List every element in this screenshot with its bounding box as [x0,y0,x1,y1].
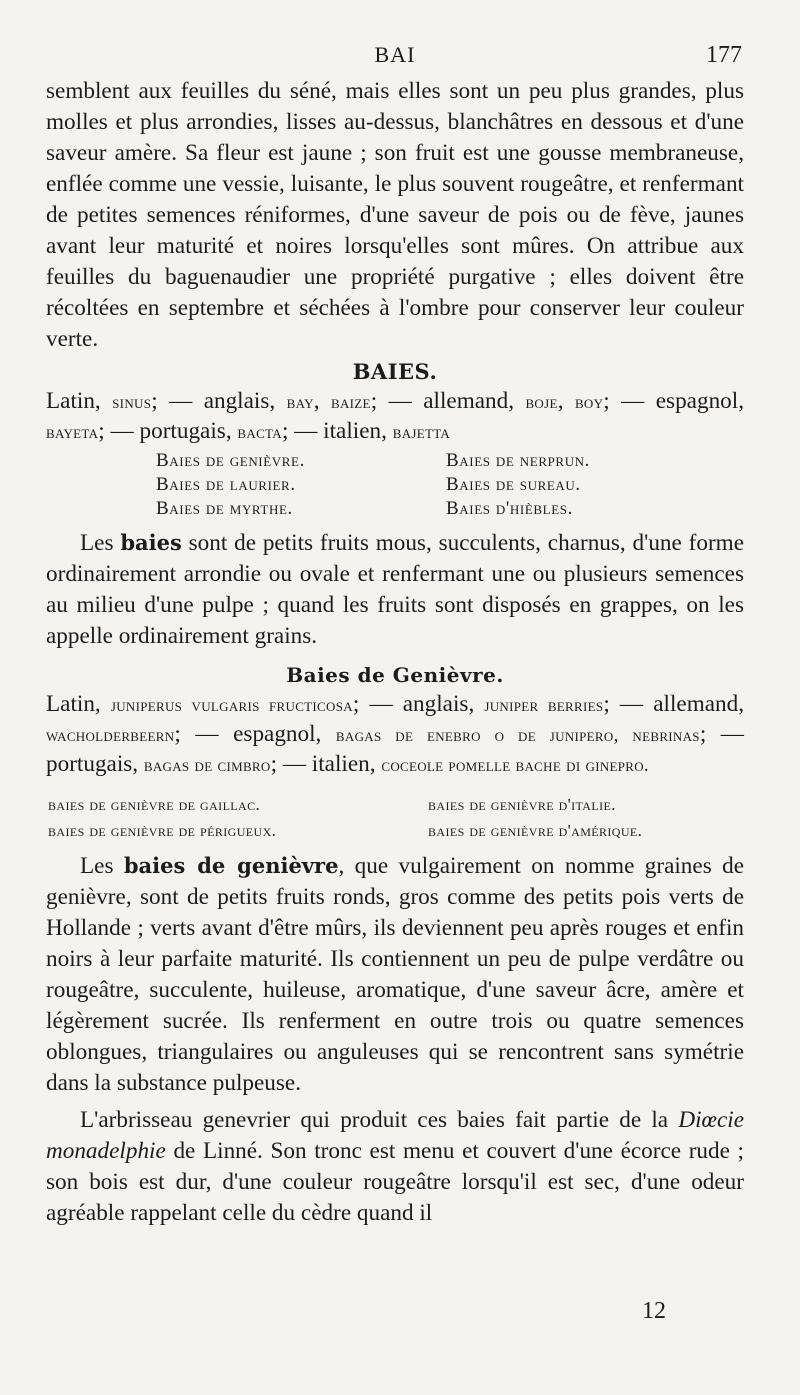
italic-term: Diœcie monadelphie [46,1107,745,1164]
lang-label: ; — italien, [281,418,387,444]
lang-label: ; — italien, [270,751,376,777]
running-head [48,42,742,72]
section-heading-baies: BAIES. [352,359,438,384]
text-run: , que vulgairement on nomme graines de genièvre, sont de petits fruits ronds, gros comme des petits pois verts de Hollande ; verts avant d'être mûrs, ils deviennent peu après rouges et enfin noirs à leur parfaite maturité. Ils contiennent un peu de pulpe verdâtre ou rougeâtre, succulente, huileuse, aromatique, d'une saveur âcre, amère et légèrement sucrée. Ils renferment en outre trois ou quatre semences oblongues, triangulaires ou anguleuses qui se rencontrent sans symétrie dans la substance pulpeuse. [46,853,744,1096]
body-text [46,76,744,1229]
synonym: juniper berries [484,695,604,716]
genievre-paragraph-1 [46,850,744,1099]
varieties-list-baies [156,449,744,521]
lang-label: ; — espagnol, [603,388,744,414]
varieties-list-genievre [48,792,744,844]
text-run: Les [80,530,114,556]
synonym: bajetta [392,422,451,443]
synonym: bay [286,392,314,413]
synonym: bagas de enebro o de junipero, nebrinas [335,725,700,746]
baies-paragraph [46,527,744,652]
genievre-paragraph-2 [46,1105,744,1229]
lang-label: ; — anglais, [352,691,475,717]
variety-item: Baies de laurier. [156,474,296,495]
text-run: Les [80,853,114,879]
lang-label: ; — portugais, [46,721,744,777]
variety-item: Baies de nerprun. [446,450,591,471]
variety-item: Baies de genièvre. [156,450,305,471]
lang-label: ; — anglais, [151,388,276,414]
synonym: bayeta [46,422,99,443]
intro-paragraph: semblent aux feuilles du séné, mais elles sont un peu plus grandes, plus molles et plus arrondies, lisses au-dessus, blanchâtres en dessous et d'une saveur amère. Sa fleur est jaune ; son fruit est une gousse membraneuse, enflée comme une vessie, luisante, le plus souvent rougeâtre, et renfermant de petites semences réniformes, d'une saveur de pois ou de fève, jaunes avant leur maturité et noires lorsqu'elles sont mûres. On attribue aux feuilles du baguenaudier une propriété purgative ; elles doivent être récoltées en septembre et séchées à l'ombre pour conserver leur couleur verte. [46,78,744,352]
lang-label: ; — allemand, [370,388,515,414]
lang-label: ; — portugais, [98,418,232,444]
text-run: L'arbrisseau genevrier qui produit ces baies fait partie de la [80,1107,669,1133]
lang-label: Latin, [46,388,101,414]
section-heading-genievre: Baies de Genièvre. [286,663,504,687]
lang-label: Latin, [46,691,101,717]
variety-item: Baies d'hièbles. [446,498,573,519]
synonym: baize [330,392,371,413]
variety-item: baies de genièvre d'italie. [428,795,616,814]
separator: , [557,388,564,414]
bold-term: baies de genièvre [123,853,339,878]
separator: , [313,388,320,414]
text-run: sont de petits fruits mous, succulents, charnus, d'une forme ordinairement arrondie ou ovale et renfermant une ou plusieurs semences au milieu d'une pulpe ; quand les fruits sont disposés en grappes, on les appelle ordinairement grains. [46,530,745,649]
variety-item: baies de genièvre d'amérique. [428,821,643,840]
variety-item: baies de genièvre de périgueux. [48,821,277,840]
variety-item: baies de genièvre de gaillac. [48,795,261,814]
synonym: coceole pomelle bache di ginepro. [381,755,649,776]
synonym: boje [525,392,558,413]
synonym: juniperus vulgaris fructicosa [110,695,353,716]
page-number: 177 [706,42,742,68]
text-run: de Linné. Son tronc est menu et couvert d'une écorce rude ; son bois est dur, d'une couleur rougeâtre lorsqu'il est sec, d'une odeur agréable rappelant celle du cèdre quand il [46,1138,745,1226]
synonym: boy [574,392,604,413]
running-title: BAI [374,42,416,67]
bold-term: baies [120,530,182,555]
lang-label: ; — espagnol, [174,721,322,747]
variety-item: Baies de myrthe. [156,498,293,519]
synonym: sinus [112,392,152,413]
variety-item: Baies de sureau. [446,474,581,495]
synonym: bacta [237,422,282,443]
synonyms-baies [46,387,744,447]
lang-label: ; — allemand, [603,691,745,717]
synonym: bagas de cimbro [143,755,271,776]
synonym: wacholderbeern [46,725,175,746]
signature-mark: 12 [642,1298,666,1324]
synonyms-genievre [46,690,744,780]
